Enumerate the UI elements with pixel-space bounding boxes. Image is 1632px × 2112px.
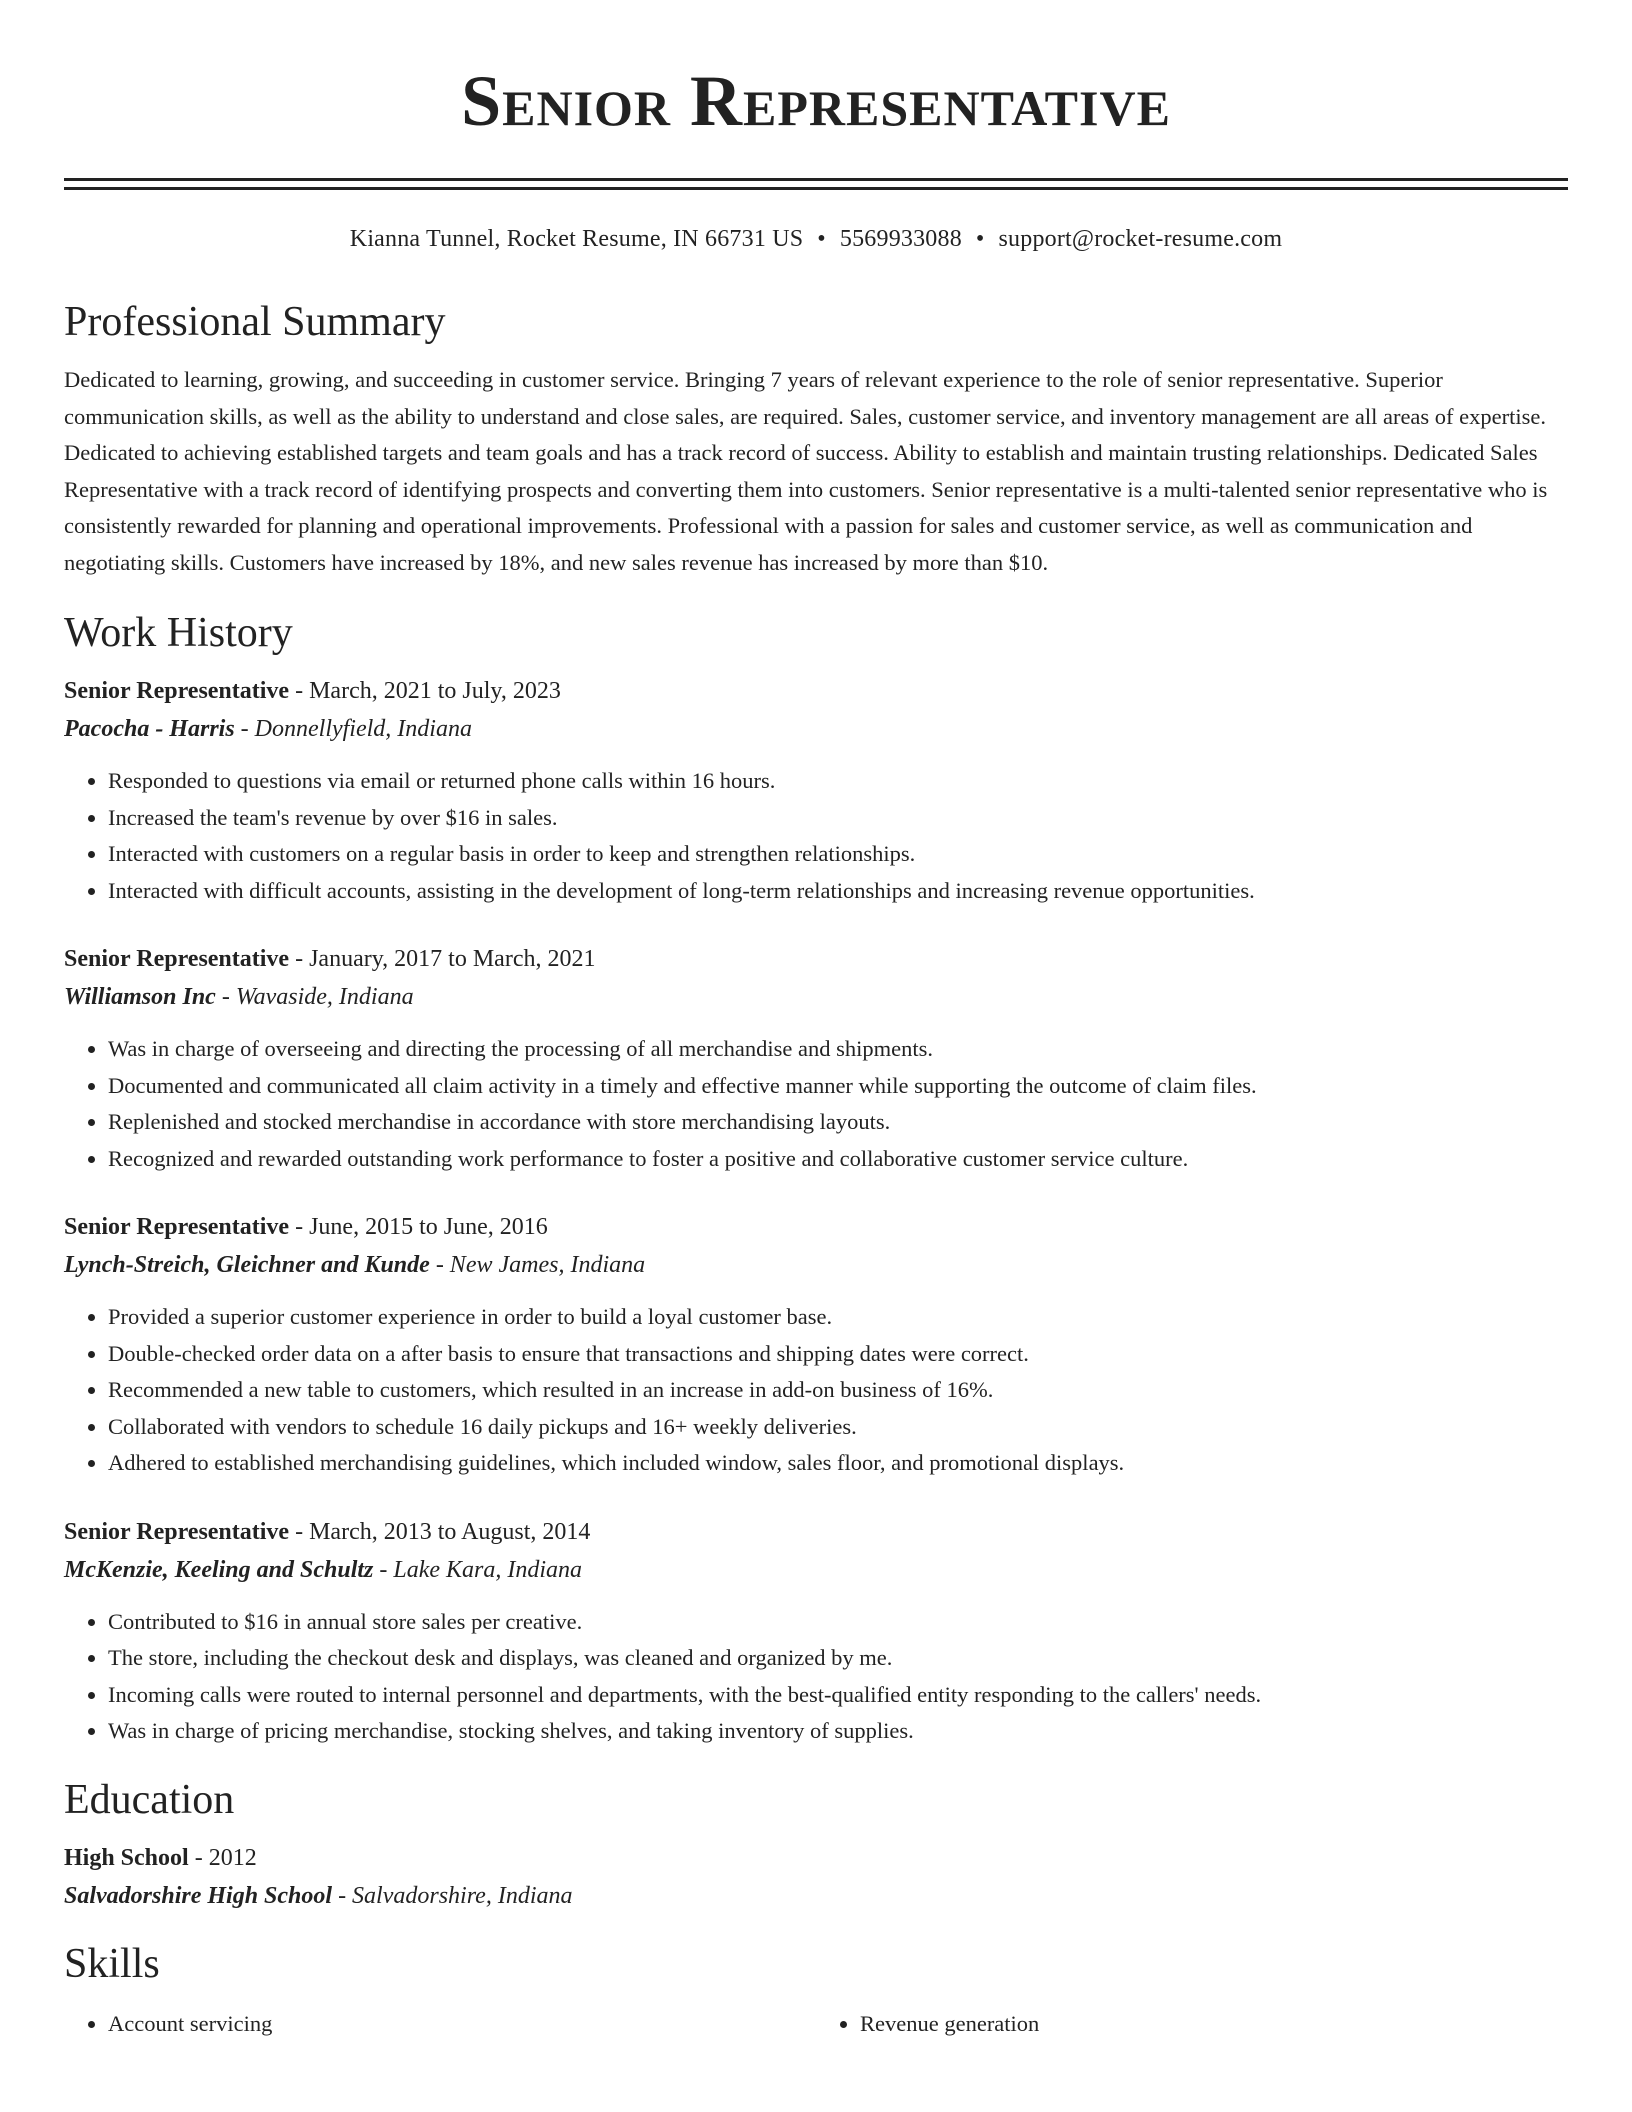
- resume-title: Senior Representative: [461, 61, 1171, 141]
- list-item: • Recognized and rewarded outstanding work performance to foster a positive and collaborative customer service culture.: [108, 1141, 1568, 1178]
- job-header: [64, 1516, 1568, 1548]
- job-title: Senior Representative: [64, 678, 290, 704]
- summary-heading: Professional Summary: [64, 299, 446, 345]
- skills-column-left: [64, 2006, 816, 2043]
- contact-separator: •: [817, 226, 826, 252]
- title-divider-bottom: [64, 187, 1568, 190]
- education-header: [64, 1842, 1568, 1874]
- work-history-heading: Work History: [64, 610, 293, 656]
- job-company-line: [64, 713, 1568, 745]
- list-item: • Increased the team's revenue by over $16 in sales.: [108, 800, 1568, 837]
- job-location: - Wavaside, Indiana: [215, 984, 414, 1010]
- education-location: - Salvadorshire, Indiana: [332, 1882, 573, 1909]
- list-item: • Adhered to established merchandising guidelines, which included window, sales floor, and promotional displays.: [108, 1445, 1568, 1482]
- job-bullets: [64, 1299, 1568, 1482]
- list-item: • Interacted with difficult accounts, assisting in the development of long-term relationships and increasing revenue opportunities.: [108, 873, 1568, 910]
- list-item: • Interacted with customers on a regular basis in order to keep and strengthen relationships.: [108, 836, 1568, 873]
- contact-separator: •: [975, 226, 985, 252]
- job-location: - Donnellyfield, Indiana: [234, 716, 472, 742]
- list-item: • Was in charge of overseeing and directing the processing of all merchandise and shipments.: [108, 1031, 1568, 1068]
- list-item: • Replenished and stocked merchandise in accordance with store merchandising layouts.: [108, 1104, 1568, 1141]
- job-entry: [64, 943, 1568, 1177]
- skills-list: [64, 2006, 1568, 2043]
- list-item: • Was in charge of pricing merchandise, stocking shelves, and taking inventory of supplies.: [108, 1713, 1568, 1750]
- job-dates: - June, 2015 to June, 2016: [289, 1214, 548, 1240]
- skill-item: • Revenue generation: [860, 2006, 1568, 2043]
- list-item: • Incoming calls were routed to internal personnel and departments, with the best-qualified entity responding to the callers' needs.: [108, 1677, 1568, 1714]
- summary-text: Dedicated to learning, growing, and succeeding in customer service. Bringing 7 years of relevant experience to the role of senior representative. Superior communication skills, as well as the ability to understand and close sales, are required. Sales, customer service, and inventory management are all areas of expertise. Dedicated to achieving established targets and team goals and has a track record of success. Ability to establish and maintain trusting relationships. Dedicated Sales Representative with a track record of identifying prospects and converting them into customers. Senior representative is a multi-talented senior representative who is consistently rewarded for planning and operational improvements. Professional with a passion for sales and customer service, as well as communication and negotiating skills. Customers have increased by 18%, and new sales revenue has increased by more than $10.: [64, 367, 1548, 575]
- contact-line: [64, 224, 1568, 254]
- job-entry: [64, 1211, 1568, 1482]
- job-header: [64, 1211, 1568, 1243]
- job-bullets: [64, 763, 1568, 909]
- list-item: • Responded to questions via email or returned phone calls within 16 hours.: [108, 763, 1568, 800]
- job-title: Senior Representative: [64, 946, 290, 972]
- skill-item: • Account servicing: [108, 2006, 816, 2043]
- contact-address: Kianna Tunnel, Rocket Resume, IN 66731 US: [349, 226, 804, 252]
- job-header: [64, 943, 1568, 975]
- job-company: Williamson Inc: [64, 984, 216, 1010]
- job-bullets: [64, 1031, 1568, 1177]
- job-title: Senior Representative: [64, 1214, 290, 1240]
- education-school-line: [64, 1880, 1568, 1912]
- list-item: • Provided a superior customer experience in order to build a loyal customer base.: [108, 1299, 1568, 1336]
- job-entry: [64, 1516, 1568, 1750]
- contact-phone: 5569933088: [839, 226, 962, 252]
- list-item: • Contributed to $16 in annual store sales per creative.: [108, 1604, 1568, 1641]
- job-entry: [64, 675, 1568, 909]
- list-item: • Recommended a new table to customers, which resulted in an increase in add-on business of 16%.: [108, 1372, 1568, 1409]
- education-heading: Education: [64, 1776, 235, 1823]
- title-divider-top: [64, 178, 1568, 181]
- list-item: • Double-checked order data on a after basis to ensure that transactions and shipping dates were correct.: [108, 1336, 1568, 1373]
- job-title: Senior Representative: [64, 1518, 290, 1545]
- education-year: - 2012: [188, 1844, 257, 1871]
- job-dates: - January, 2017 to March, 2021: [289, 946, 596, 972]
- skills-column-right: [816, 2006, 1568, 2043]
- education-degree: High School: [64, 1844, 189, 1871]
- job-location: - New James, Indiana: [429, 1252, 646, 1278]
- job-bullets: [64, 1604, 1568, 1750]
- job-company: Lynch-Streich, Gleichner and Kunde: [64, 1252, 430, 1278]
- job-company-line: [64, 981, 1568, 1013]
- job-company: McKenzie, Keeling and Schultz: [64, 1556, 374, 1583]
- job-location: - Lake Kara, Indiana: [373, 1556, 583, 1583]
- skills-heading: Skills: [64, 1940, 160, 1987]
- contact-email: support@rocket-resume.com: [998, 226, 1283, 252]
- job-company-line: [64, 1554, 1568, 1586]
- job-dates: - March, 2021 to July, 2023: [289, 678, 561, 704]
- list-item: • Documented and communicated all claim activity in a timely and effective manner while supporting the outcome of claim files.: [108, 1068, 1568, 1105]
- job-header: [64, 675, 1568, 707]
- education-school: Salvadorshire High School: [64, 1882, 333, 1909]
- job-company: Pacocha - Harris: [64, 716, 235, 742]
- job-dates: - March, 2013 to August, 2014: [289, 1518, 591, 1545]
- education-entry: [64, 1842, 1568, 1912]
- list-item: • Collaborated with vendors to schedule 16 daily pickups and 16+ weekly deliveries.: [108, 1409, 1568, 1446]
- job-company-line: [64, 1249, 1568, 1281]
- list-item: • The store, including the checkout desk and displays, was cleaned and organized by me.: [108, 1640, 1568, 1677]
